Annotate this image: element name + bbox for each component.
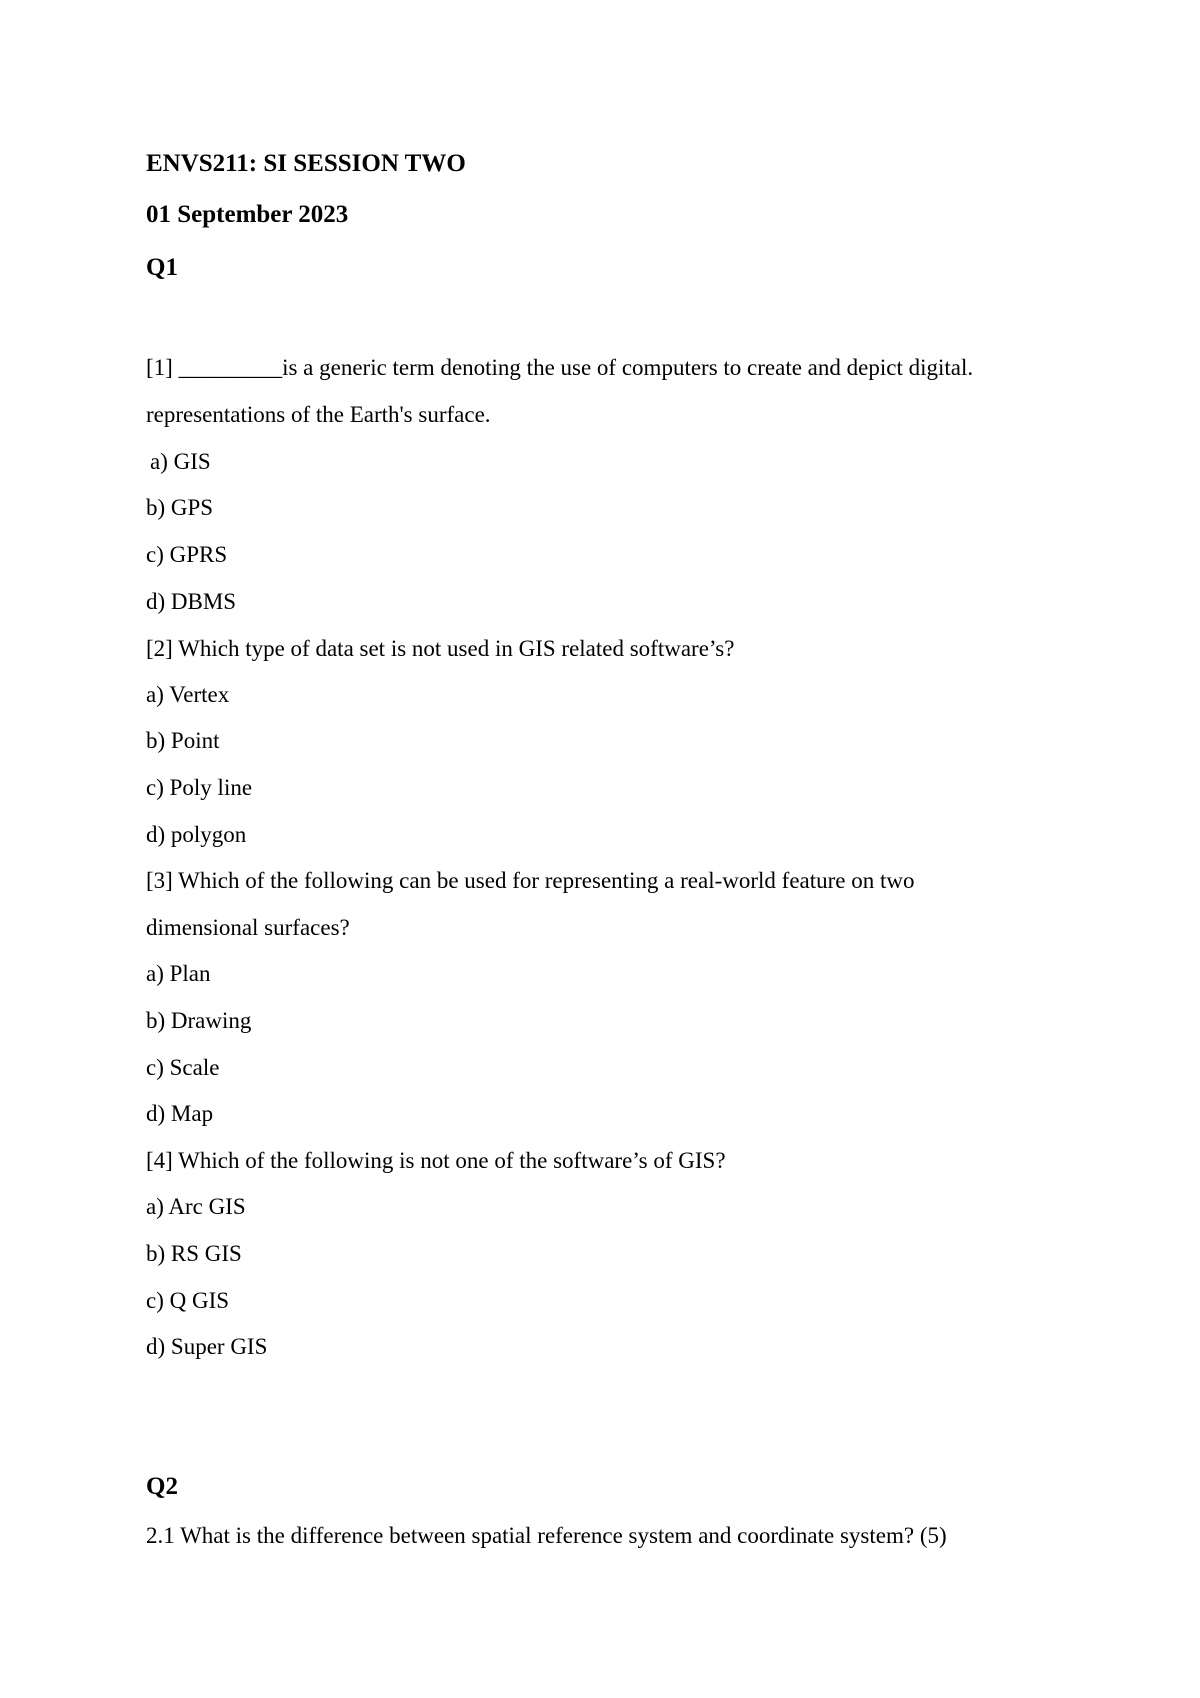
question-2-stem: [2] Which type of data set is not used in GIS related software’s? bbox=[146, 636, 735, 661]
document-date: 01 September 2023 bbox=[146, 201, 349, 228]
section-heading-q2: Q2 bbox=[146, 1473, 178, 1500]
question-3-option-d: d) Map bbox=[146, 1101, 214, 1126]
question-3-option-a: a) Plan bbox=[146, 961, 211, 986]
question-4-stem: [4] Which of the following is not one of the software’s of GIS? bbox=[146, 1148, 726, 1173]
section-heading-q1: Q1 bbox=[146, 254, 178, 281]
question-1-option-d: d) DBMS bbox=[146, 589, 237, 614]
question-4-option-c: c) Q GIS bbox=[146, 1288, 230, 1313]
question-1-option-b: b) GPS bbox=[146, 495, 214, 520]
question-1-option-c: c) GPRS bbox=[146, 542, 228, 567]
question-2-option-b: b) Point bbox=[146, 728, 220, 753]
question-4-option-b: b) RS GIS bbox=[146, 1241, 242, 1266]
question-3-option-b: b) Drawing bbox=[146, 1008, 252, 1033]
document-title: ENVS211: SI SESSION TWO bbox=[146, 150, 466, 177]
question-2-option-d: d) polygon bbox=[146, 822, 247, 847]
question-1-stem: [1] _________is a generic term denoting the use of computers to create and depict digital. bbox=[146, 355, 974, 380]
question-2-1: 2.1 What is the difference between spatial reference system and coordinate system? (5) bbox=[146, 1523, 947, 1548]
question-3-option-c: c) Scale bbox=[146, 1055, 220, 1080]
question-2-option-c: c) Poly line bbox=[146, 775, 253, 800]
question-1-option-a: a) GIS bbox=[150, 449, 211, 474]
question-2-option-a: a) Vertex bbox=[146, 682, 230, 707]
question-3-stem-continued: dimensional surfaces? bbox=[146, 915, 350, 940]
question-3-stem: [3] Which of the following can be used for representing a real-world feature on two bbox=[146, 868, 915, 893]
question-4-option-a: a) Arc GIS bbox=[146, 1194, 246, 1219]
question-4-option-d: d) Super GIS bbox=[146, 1334, 268, 1359]
question-1-stem-continued: representations of the Earth's surface. bbox=[146, 402, 491, 427]
